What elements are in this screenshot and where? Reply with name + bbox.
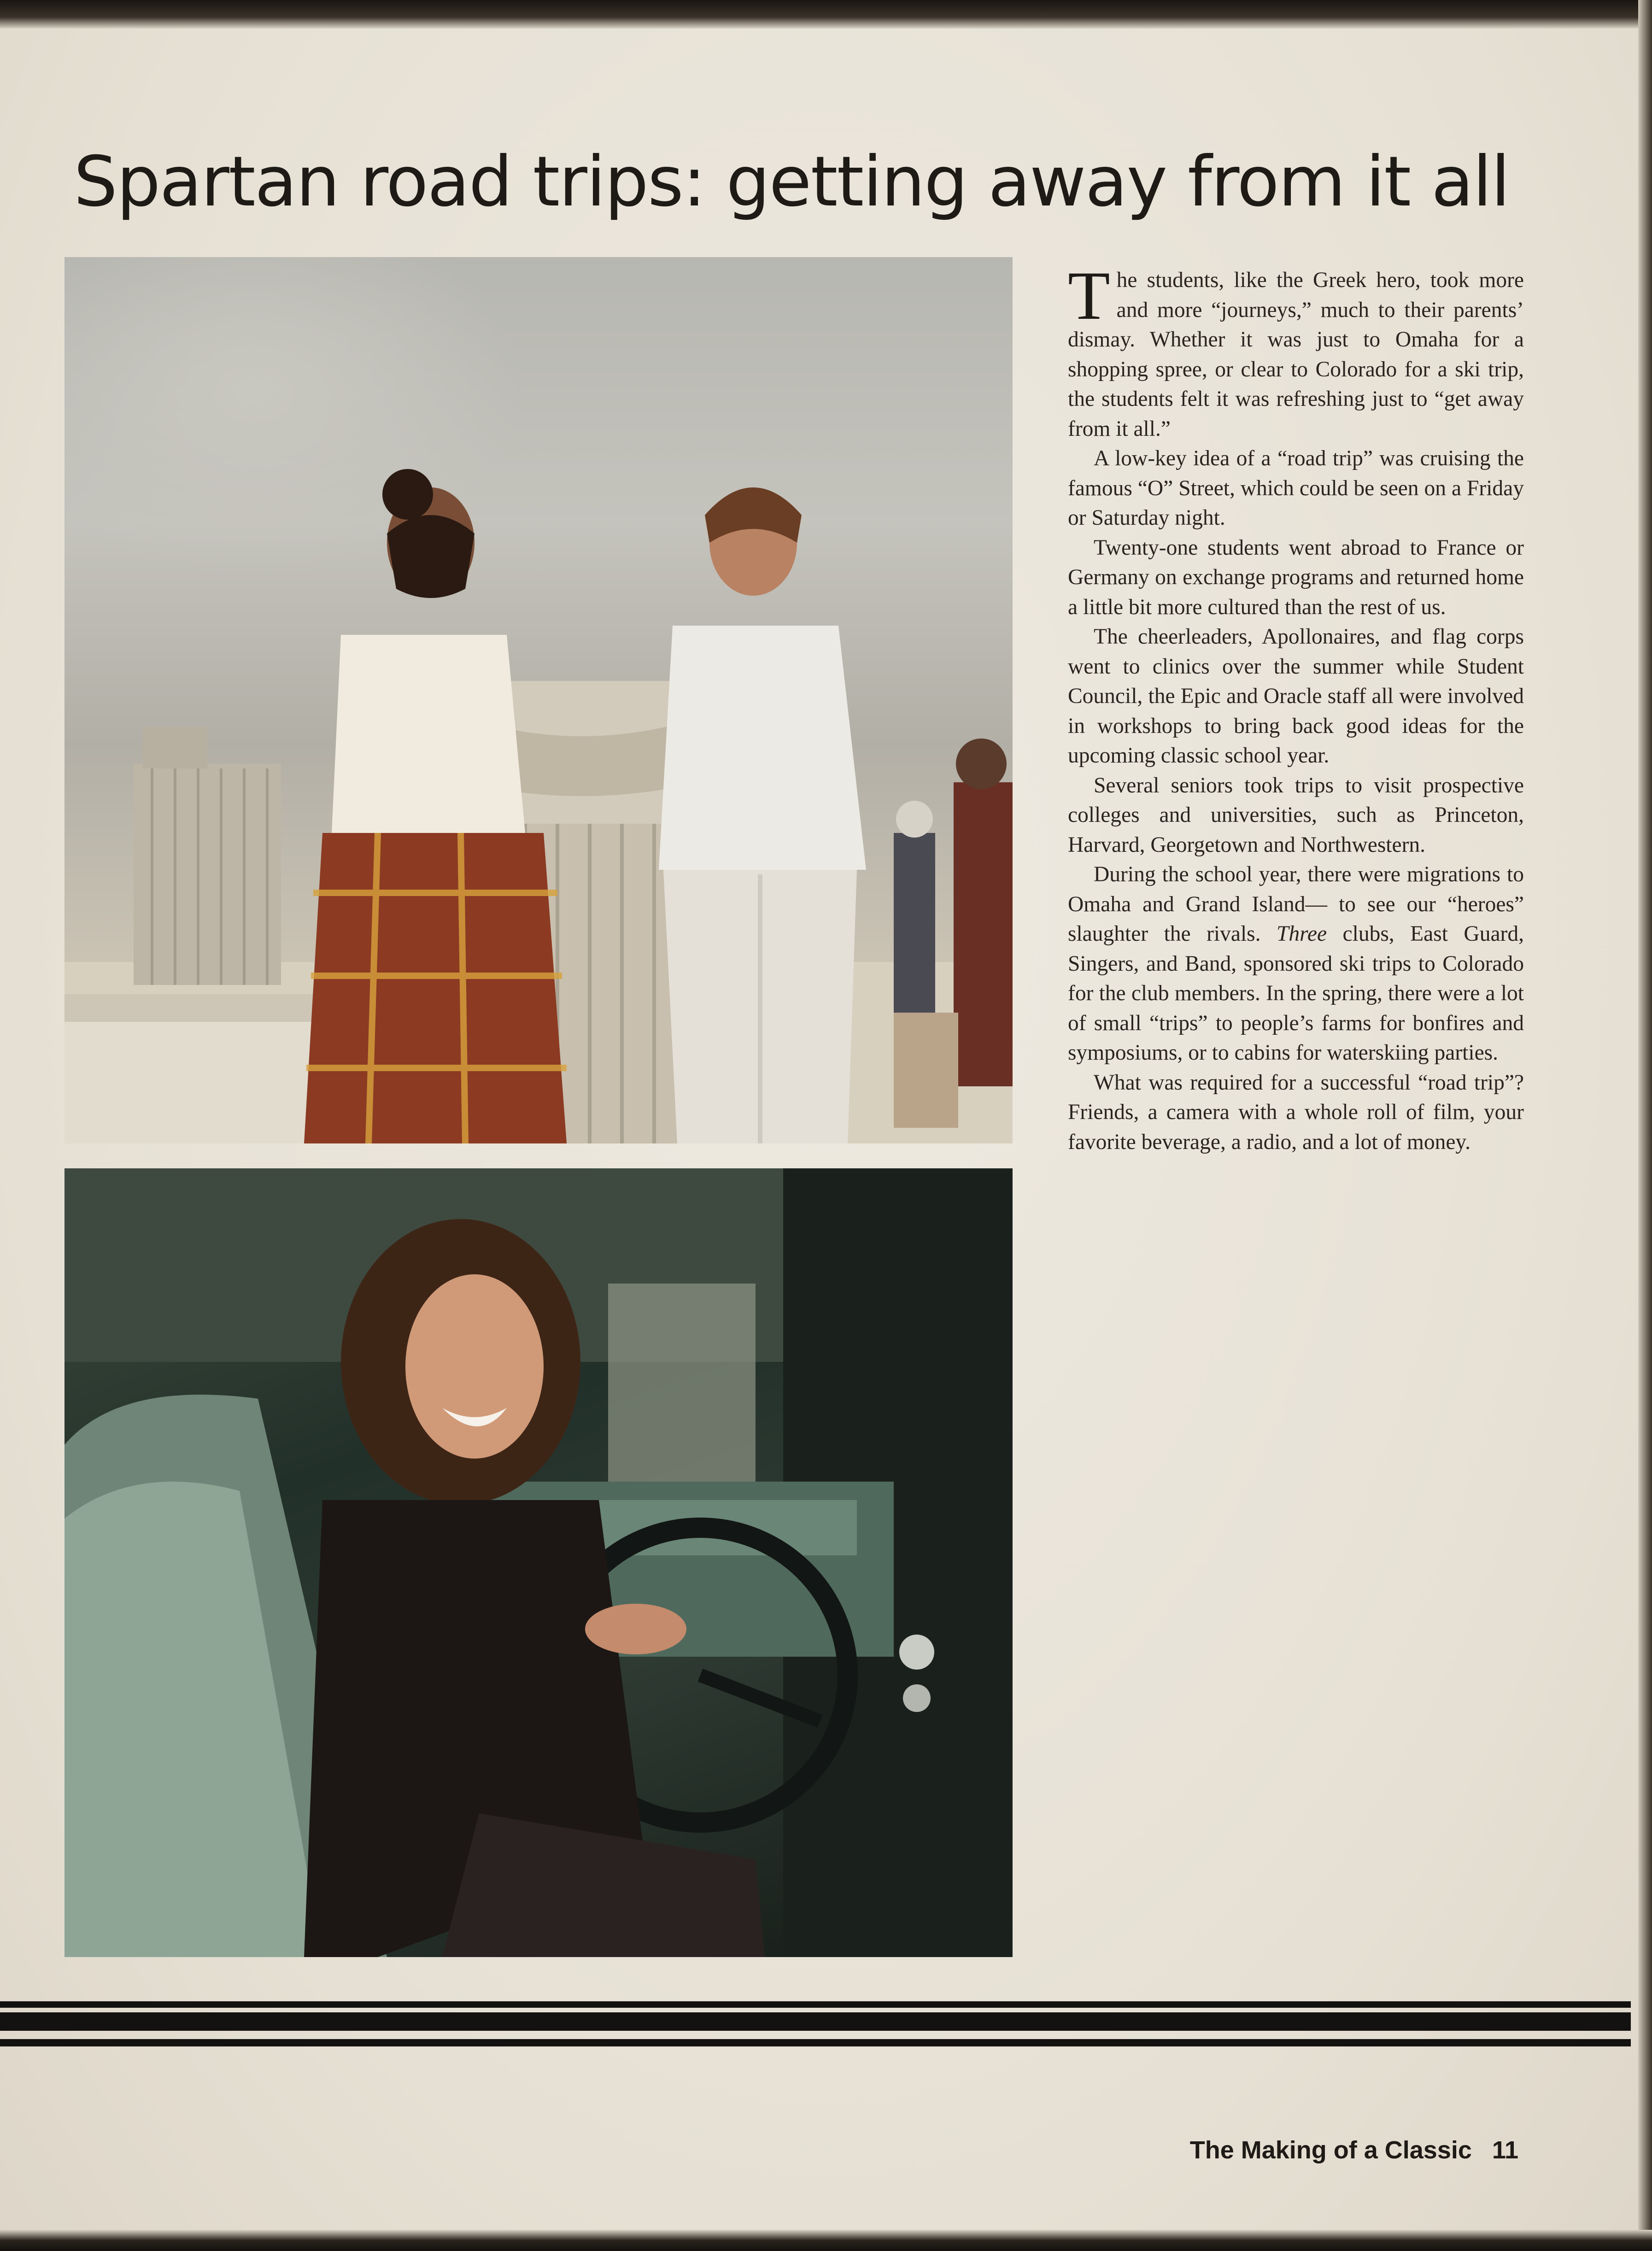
car-interior-illustration [64,1168,1013,1957]
article-paragraph: Twenty-one students went abroad to France or Germany on exchange programs and returned home a little bit more cultured than the rest of us. [1068,535,1524,619]
page-headline: Spartan road trips: getting away from it all [74,142,1510,222]
article-paragraph: A low-key idea of a “road trip” was cruising the famous “O” Street, which could be seen on a Friday or Saturday night. [1068,446,1524,530]
article-paragraph: The students, like the Greek hero, took more and more “journeys,” much to their parents’ dismay. Whether it was just to Omaha for a shopping spree, or clear to Colorado for a ski trip, the students felt it was refreshing just to “get away from it all.” [1068,258,1524,441]
article-body [1068,258,1524,1157]
ruins-illustration [64,257,1013,1143]
photo-student-in-car [64,1168,1013,1957]
section-title: The Making of a Classic [1189,2136,1472,2164]
article-paragraph: The cheerleaders, Apollonaires, and flag corps went to clinics over the summer while Student Council, the Epic and Oracle staff all were involved in workshops to bring back good ideas for the upcoming classic school year. [1068,625,1524,768]
article-paragraph: Several seniors took trips to visit prospective colleges and universities, such as Princeton, Harvard, Georgetown and Northwestern. [1068,773,1524,857]
page-number: 11 [1492,2136,1518,2164]
article-paragraph: What was required for a successful “road trip”? Friends, a camera with a whole roll of film, your favorite beverage, a radio, and a lot of money. [1068,1070,1524,1154]
drop-cap: T [1068,258,1110,334]
rule-thick [0,2012,1631,2031]
scan-top-edge [0,0,1652,29]
rule-thin-bottom [0,2039,1631,2046]
scan-bottom-edge [0,2230,1652,2251]
italic-lead: Three [1277,922,1327,946]
scan-right-edge [1638,0,1652,2251]
page-footer [1190,2136,1518,2164]
rule-thin-top [0,2001,1631,2008]
article-paragraph: During the school year, there were migrations to Omaha and Grand Island— to see our “heroes” slaughter the rivals. Three clubs, East Guard, Singers, and Band, sponsored ski trips to Colorado for the club members. In the spring, there were a lot of small “trips” to people’s farms for bonfires and symposiums, or to cabins for waterskiing parties. [1068,862,1524,1065]
photo-students-at-ruins [64,257,1013,1143]
